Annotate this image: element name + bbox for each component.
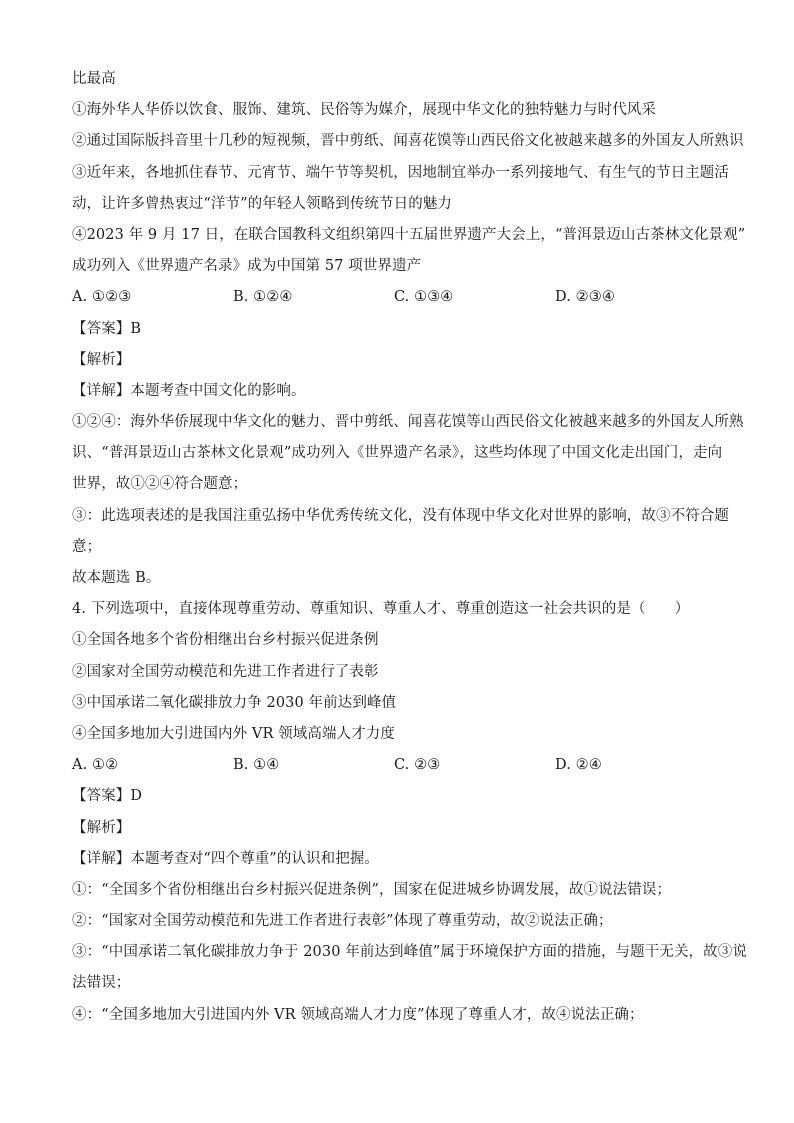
option-d: D. ②③④ xyxy=(555,289,615,306)
explanation-line: ③：此选项表述的是我国注重弘扬中华优秀传统文化，没有体现中华文化对世界的影响，故③不符合题 xyxy=(72,507,729,524)
option-b: B. ①②④ xyxy=(233,289,293,306)
statement-2: ②国家对全国劳动模范和先进工作者进行了表彰 xyxy=(72,663,379,680)
question-stem: 4. 下列选项中，直接体现尊重劳动、尊重知识、尊重人才、尊重创造这一社会共识的是（ ） xyxy=(72,601,690,618)
statement-4-cont: 成功列入《世界遗产名录》成为中国第 57 项世界遗产 xyxy=(72,258,422,275)
statement-3-cont: 动，让许多曾热衷过“洋节”的年轻人领略到传统节日的魅力 xyxy=(72,195,453,212)
explanation-line: ②：“国家对全国劳动模范和先进工作者进行表彰”体现了尊重劳动，故②说法正确； xyxy=(72,913,613,930)
explanation-line: 识、“普洱景迈山古茶林文化景观”成功列入《世界遗产名录》，这些均体现了中国文化走出国门，走向 xyxy=(72,445,723,462)
analysis-label: 【解析】 xyxy=(72,819,131,836)
explanation-line: 世界，故①②④符合题意； xyxy=(72,476,248,493)
analysis-label: 【解析】 xyxy=(72,351,131,368)
explanation-line: ④：“全国多地加大引进国内外 VR 领域高端人才力度”体现了尊重人才，故④说法正确； xyxy=(72,1006,644,1023)
statement-4: ④2023 年 9 月 17 日，在联合国教科文组织第四十五届世界遗产大会上，“普洱景迈山古茶林文化景观” xyxy=(72,226,746,243)
option-c: C. ②③ xyxy=(394,757,441,774)
statement-1: ①全国各地多个省份相继出台乡村振兴促进条例 xyxy=(72,632,379,649)
option-a: A. ①②③ xyxy=(72,289,132,306)
explanation-line: 【详解】本题考查对“四个尊重”的认识和把握。 xyxy=(72,850,380,867)
option-d: D. ②④ xyxy=(555,757,602,774)
option-b: B. ①④ xyxy=(233,757,280,774)
option-c: C. ①③④ xyxy=(394,289,454,306)
question-3 xyxy=(72,64,746,594)
statement-1: ①海外华人华侨以饮食、服饰、建筑、民俗等为媒介，展现中华文化的独特魅力与时代风采 xyxy=(72,102,656,119)
explanation-line: 法错误； xyxy=(72,975,131,992)
document-page xyxy=(72,64,747,1031)
answer-label: 【答案】B xyxy=(72,320,142,337)
explanation-line: ③：“中国承诺二氧化碳排放力争于 2030 年前达到峰值”属于环境保护方面的措施，与题干无关，故③说 xyxy=(72,944,747,961)
statement-4: ④全国多地加大引进国内外 VR 领域高端人才力度 xyxy=(72,725,396,742)
statement-3: ③中国承诺二氧化碳排放力争 2030 年前达到峰值 xyxy=(72,694,397,711)
answer-options xyxy=(72,750,722,781)
statement-2: ②通过国际版抖音里十几秒的短视频，晋中剪纸、闻喜花馍等山西民俗文化被越来越多的外国友人所熟识 xyxy=(72,133,744,150)
option-a: A. ①② xyxy=(72,757,119,774)
question-4 xyxy=(72,594,747,1031)
question-stem-tail: 比最高 xyxy=(72,71,116,87)
explanation-line: 意； xyxy=(72,538,102,555)
explanation-line: 【详解】本题考查中国文化的影响。 xyxy=(72,382,306,399)
answer-label: 【答案】D xyxy=(72,788,143,805)
statement-3: ③近年来，各地抓住春节、元宵节、端午节等契机，因地制宜举办一系列接地气、有生气的节日主题活 xyxy=(72,164,729,181)
answer-options xyxy=(72,282,722,313)
explanation-line: ①②④：海外华侨展现中华文化的魅力、晋中剪纸、闻喜花馍等山西民俗文化被越来越多的外国友人所熟 xyxy=(72,414,744,431)
explanation-line: 故本题选 B。 xyxy=(72,570,161,586)
explanation-line: ①：“全国多个省份相继出台乡村振兴促进条例”，国家在促进城乡协调发展，故①说法错误； xyxy=(72,881,672,898)
